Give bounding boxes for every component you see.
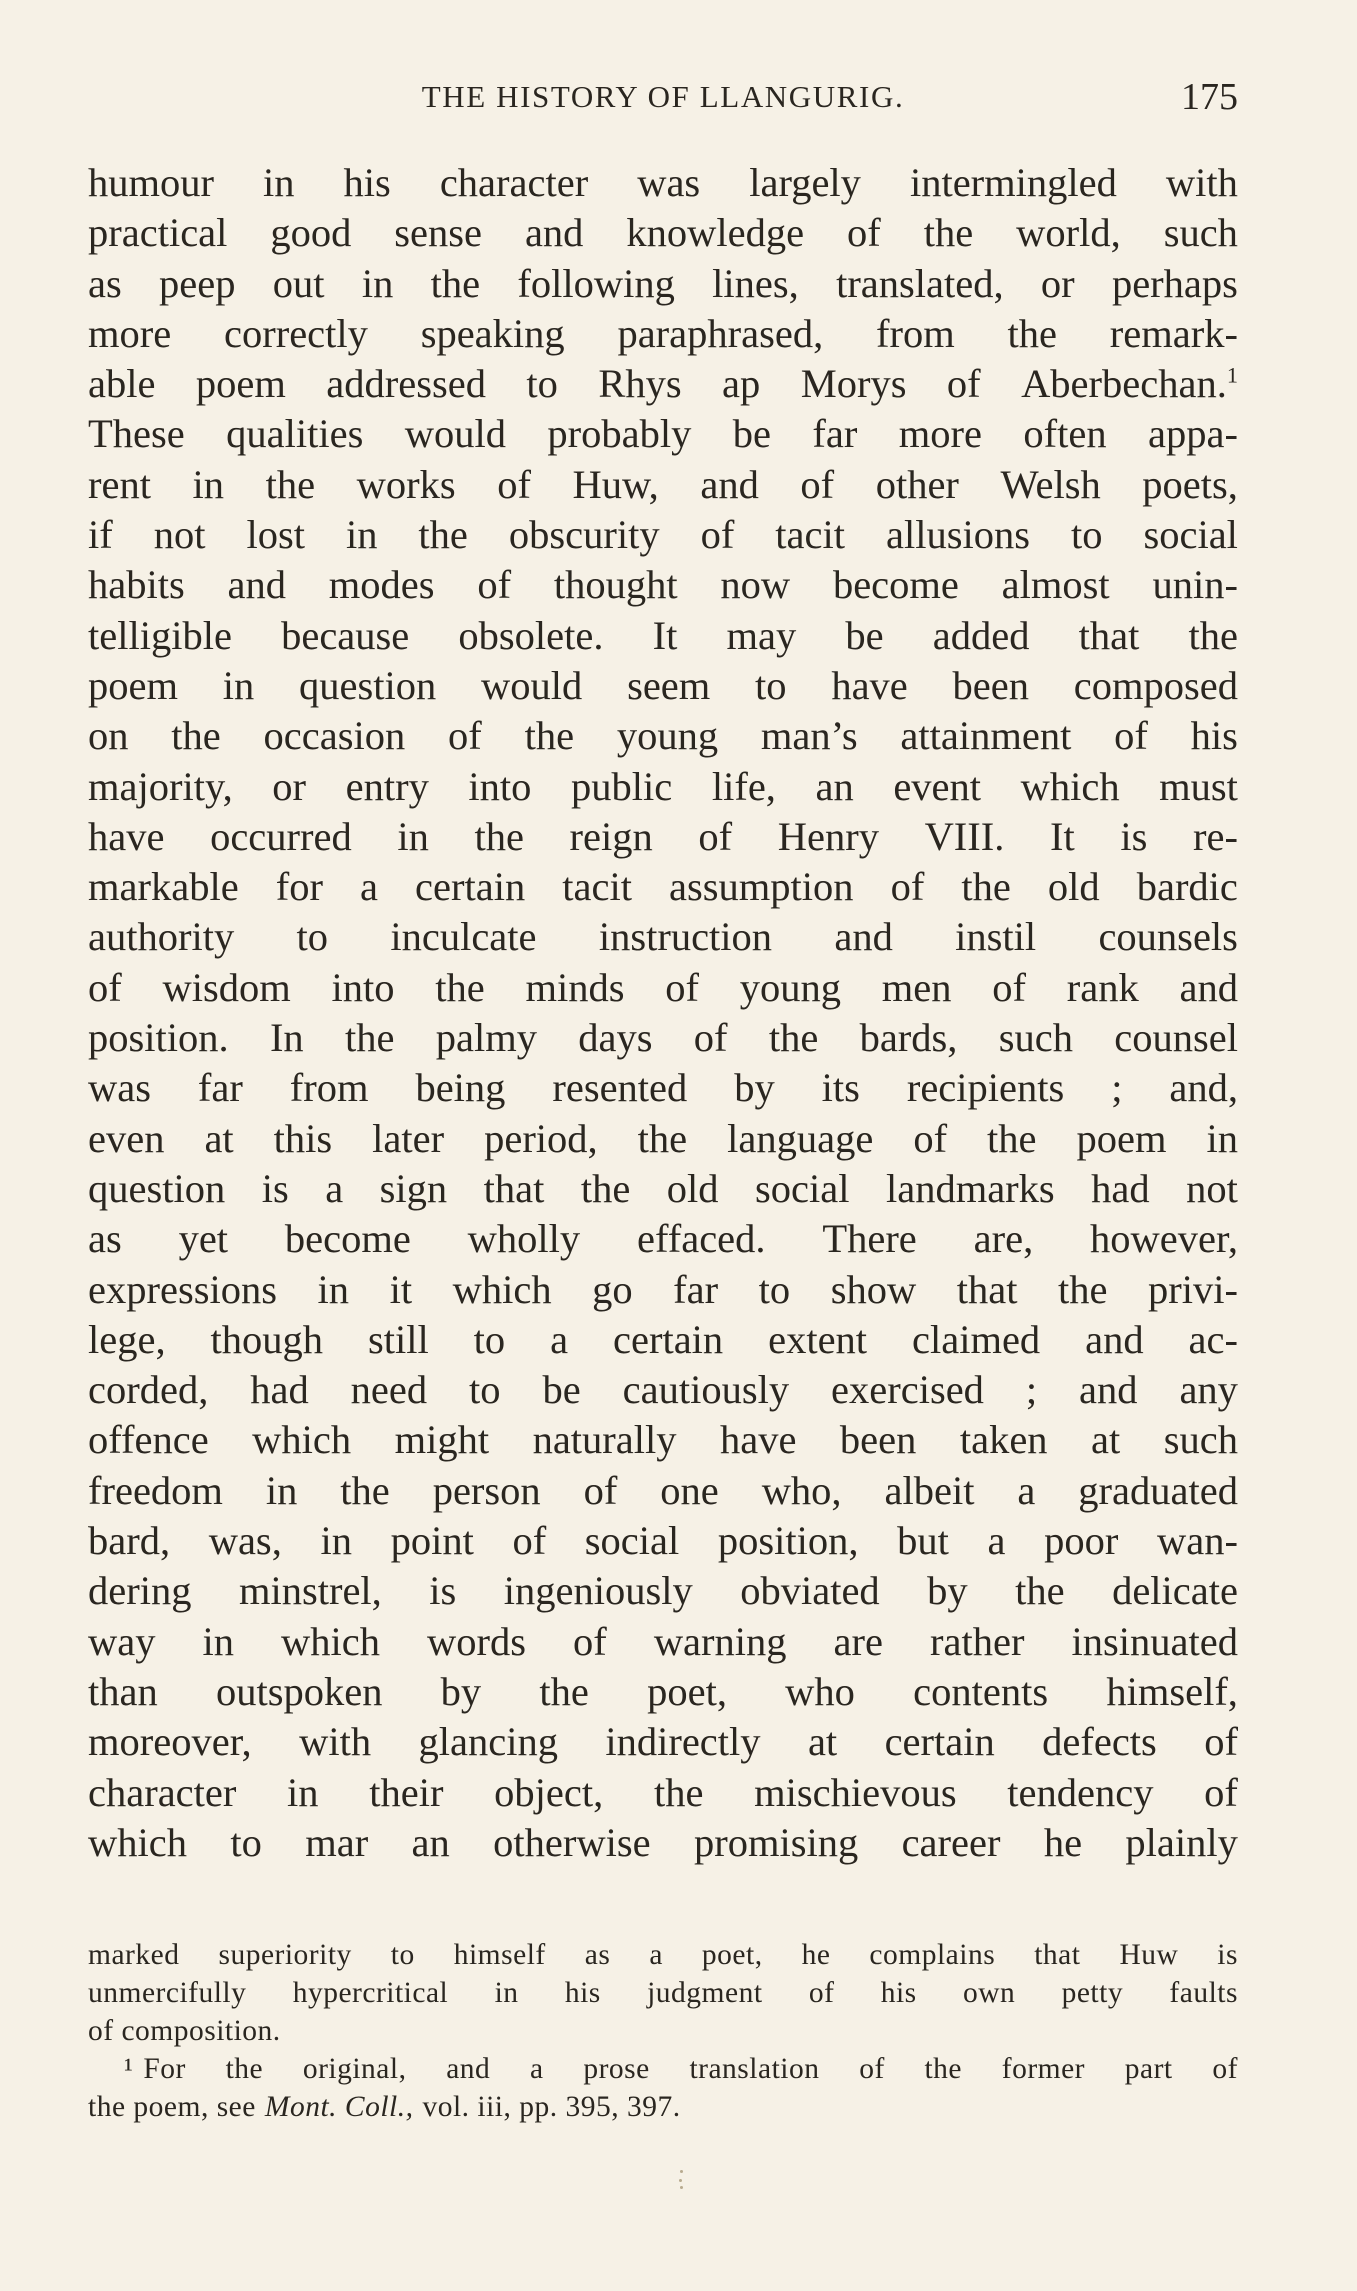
- text-line: corded, had need to be cautiously exercised ; and any: [88, 1367, 1238, 1413]
- footnote-ref-1: 1: [1226, 362, 1238, 388]
- text-line: position. In the palmy days of the bards, such counsel: [88, 1015, 1238, 1061]
- text-line: expressions in it which go far to show that the privi-: [88, 1266, 1238, 1312]
- text-line: majority, or entry into public life, an event which must: [88, 763, 1238, 809]
- footnote-1-marker: ¹: [124, 2053, 134, 2085]
- text-line: as peep out in the following lines, translated, or perhaps: [88, 260, 1238, 306]
- running-title: THE HISTORY OF LLANGURIG.: [421, 79, 905, 114]
- footnote-1-line: [88, 2050, 1238, 2088]
- running-head: [88, 72, 1238, 122]
- text-line: telligible because obsolete. It may be added that the: [88, 612, 1238, 658]
- text-line: These qualities would probably be far more often appa-: [88, 411, 1238, 457]
- footnote-1-line: [88, 2088, 1238, 2126]
- footnote-1-text: For the original, and a prose translation of the former part of: [143, 2053, 1238, 2085]
- page-number: 175: [1181, 76, 1238, 118]
- text-line: question is a sign that the old social landmarks had not: [88, 1165, 1238, 1211]
- text-line: able poem addressed to Rhys ap Morys of Aberbechan.$^1$: [88, 361, 1238, 407]
- footnote-1-citation: Mont. Coll.,: [264, 2091, 414, 2123]
- footnote-1-text-after: vol. iii, pp. 395, 397.: [422, 2091, 681, 2123]
- footnotes: [88, 1936, 1238, 2126]
- text-line: authority to inculcate instruction and instil counsels: [88, 914, 1238, 960]
- body-text: [88, 158, 1238, 1868]
- text-line: moreover, with glancing indirectly at certain defects of: [88, 1719, 1238, 1765]
- text-line: lege, though still to a certain extent claimed and ac-: [88, 1316, 1238, 1362]
- text-line: rent in the works of Huw, and of other Welsh poets,: [88, 461, 1238, 507]
- text-line: way in which words of warning are rather insinuated: [88, 1618, 1238, 1664]
- text-line: more correctly speaking paraphrased, from the remark-: [88, 310, 1238, 356]
- paper-specks: [678, 2168, 684, 2190]
- text-line: of wisdom into the minds of young men of rank and: [88, 964, 1238, 1010]
- text-line: which to mar an otherwise promising career he plainly: [88, 1819, 1238, 1865]
- text-line: even at this later period, the language of the poem in: [88, 1115, 1238, 1161]
- text-line: bard, was, in point of social position, but a poor wan-: [88, 1518, 1238, 1564]
- footnote-continuation-line: unmercifully hypercritical in his judgment of his own petty faults: [88, 1977, 1238, 2009]
- footnote-continuation-line: of composition.: [88, 2015, 281, 2047]
- text-line: offence which might naturally have been taken at such: [88, 1417, 1238, 1463]
- text-line: on the occasion of the young man’s attainment of his: [88, 713, 1238, 759]
- text-line: have occurred in the reign of Henry VIII. It is re-: [88, 813, 1238, 859]
- footnote-1-text-before: the poem, see: [88, 2091, 256, 2123]
- text-line: was far from being resented by its recipients ; and,: [88, 1065, 1238, 1111]
- text-line: practical good sense and knowledge of the world, such: [88, 210, 1238, 256]
- text-line: markable for a certain tacit assumption of the old bardic: [88, 864, 1238, 910]
- text-line: as yet become wholly effaced. There are, however,: [88, 1216, 1238, 1262]
- text-line: than outspoken by the poet, who contents himself,: [88, 1668, 1238, 1714]
- text-line: if not lost in the obscurity of tacit allusions to social: [88, 512, 1238, 558]
- text-line: character in their object, the mischievous tendency of: [88, 1769, 1238, 1815]
- text-line: dering minstrel, is ingeniously obviated by the delicate: [88, 1568, 1238, 1614]
- text-line: poem in question would seem to have been composed: [88, 662, 1238, 708]
- text-line: habits and modes of thought now become almost unin-: [88, 562, 1238, 608]
- text-line: humour in his character was largely intermingled with: [88, 160, 1238, 205]
- footnote-continuation-line: marked superiority to himself as a poet, he complains that Huw is: [88, 1939, 1238, 1971]
- text-line: freedom in the person of one who, albeit a graduated: [88, 1467, 1238, 1513]
